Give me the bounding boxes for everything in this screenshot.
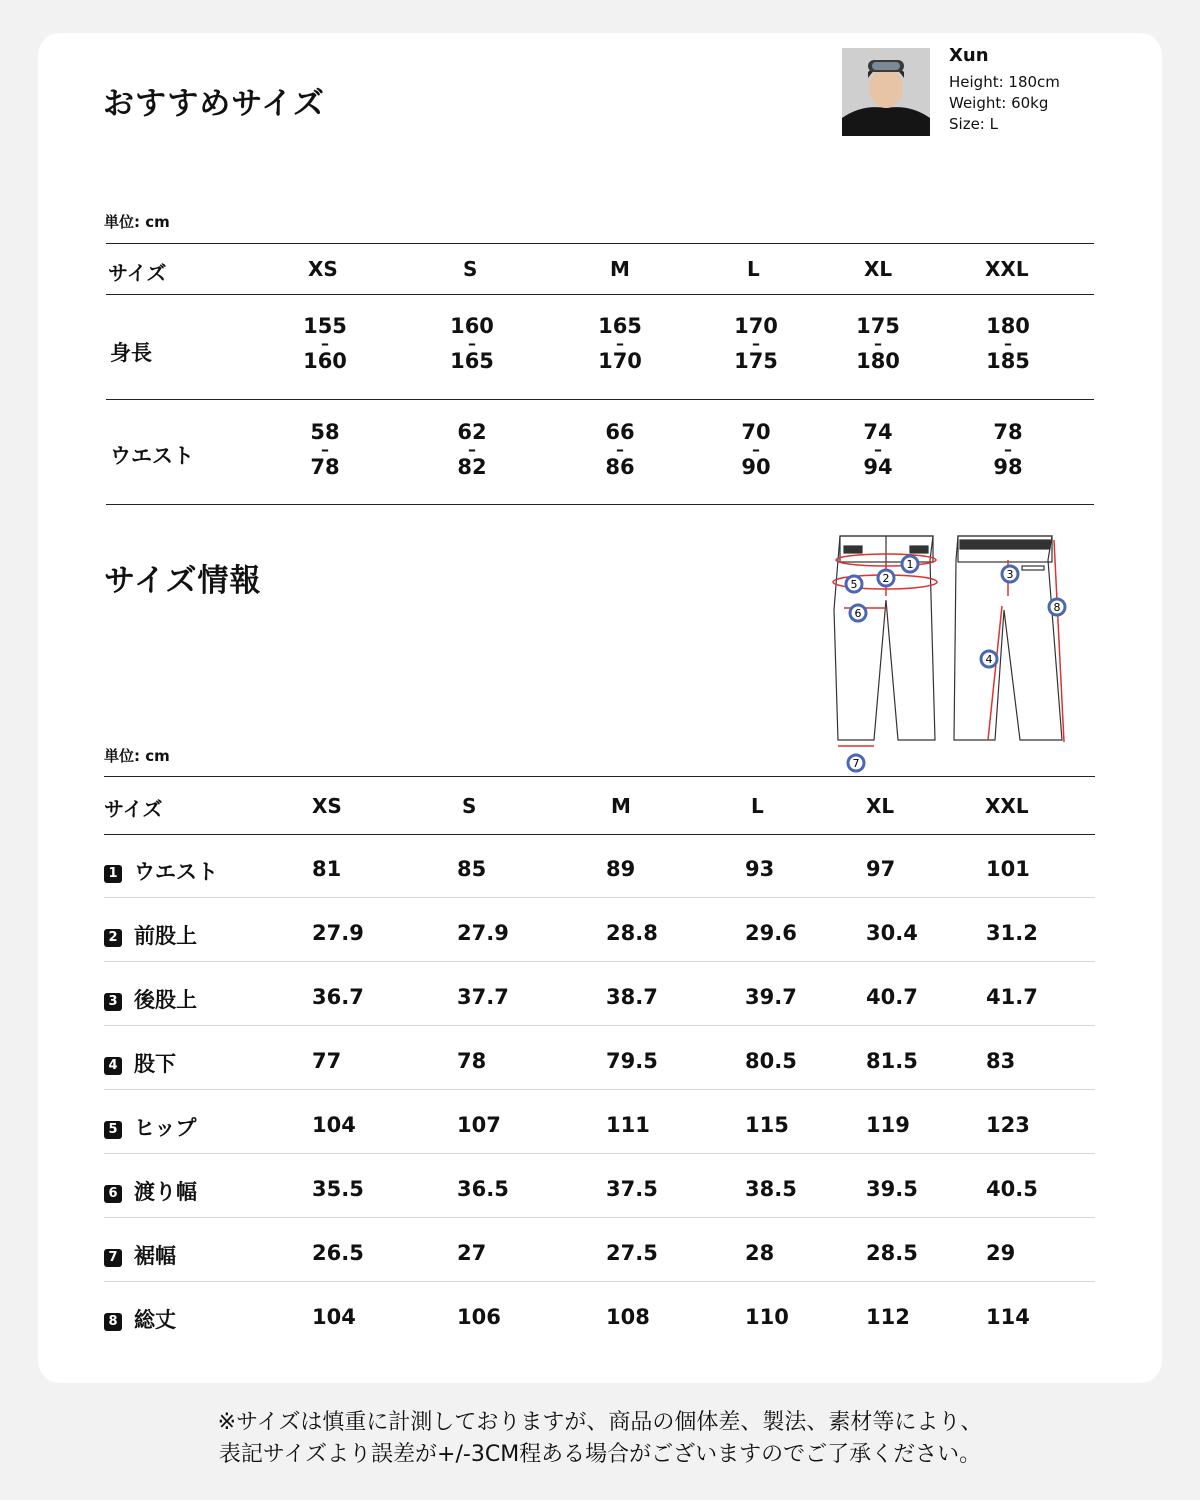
recommend-row-label-waist: ウエスト	[110, 444, 194, 468]
info-cell: 28.5	[866, 1241, 918, 1265]
row-divider	[104, 1281, 1095, 1282]
diagram-marker-3: 3	[1006, 568, 1014, 581]
info-cell: 30.4	[866, 921, 918, 945]
recommend-size-xl: XL	[864, 257, 893, 281]
row-number-badge: 5	[104, 1121, 122, 1139]
row-number-badge: 8	[104, 1313, 122, 1331]
info-size-xl: XL	[866, 794, 895, 818]
row-label-text: 前股上	[134, 924, 197, 948]
recommend-size-xs: XS	[308, 257, 338, 281]
info-cell: 81	[312, 857, 342, 881]
row-divider	[104, 961, 1095, 962]
waist-range-xxl: 78 – 98	[993, 420, 1023, 479]
info-cell: 108	[606, 1305, 650, 1329]
info-row-label	[104, 1304, 176, 1334]
footnote	[0, 1407, 1200, 1471]
info-cell: 38.5	[745, 1177, 797, 1201]
info-row-label	[104, 1240, 176, 1270]
diagram-marker-7: 7	[852, 757, 860, 770]
info-size-m: M	[611, 794, 631, 818]
recommend-size-m: M	[610, 257, 630, 281]
info-cell: 27	[457, 1241, 487, 1265]
row-divider	[104, 1089, 1095, 1090]
recommend-size-l: L	[747, 257, 760, 281]
row-number-badge: 7	[104, 1249, 122, 1267]
info-cell: 77	[312, 1049, 342, 1073]
row-number-badge: 1	[104, 865, 122, 883]
info-cell: 36.5	[457, 1177, 509, 1201]
row-number-badge: 2	[104, 929, 122, 947]
info-cell: 27.9	[312, 921, 364, 945]
info-size-xxl: XXL	[985, 794, 1029, 818]
recommend-size-xxl: XXL	[985, 257, 1029, 281]
info-row-label	[104, 920, 197, 950]
info-cell: 37.7	[457, 985, 509, 1009]
info-cell: 123	[986, 1113, 1030, 1137]
divider	[104, 834, 1095, 835]
row-number-badge: 3	[104, 993, 122, 1011]
row-label-text: 後股上	[134, 988, 197, 1012]
diagram-marker-2: 2	[882, 572, 890, 585]
info-cell: 38.7	[606, 985, 658, 1009]
info-cell: 27.9	[457, 921, 509, 945]
info-cell: 106	[457, 1305, 501, 1329]
row-label-text: 渡り幅	[134, 1180, 197, 1204]
info-cell: 41.7	[986, 985, 1038, 1009]
info-title: サイズ情報	[104, 563, 262, 599]
divider	[106, 243, 1094, 244]
info-row-label	[104, 1176, 197, 1206]
height-range-xs: 155 – 160	[303, 314, 347, 373]
info-cell: 81.5	[866, 1049, 918, 1073]
model-size: Size: L	[949, 115, 998, 133]
row-divider	[104, 1025, 1095, 1026]
info-cell: 111	[606, 1113, 650, 1137]
waist-range-xs: 58 – 78	[310, 420, 340, 479]
waist-range-s: 62 – 82	[457, 420, 487, 479]
info-cell: 112	[866, 1305, 910, 1329]
model-weight: Weight: 60kg	[949, 94, 1049, 112]
info-cell: 83	[986, 1049, 1016, 1073]
info-row-label	[104, 984, 197, 1014]
row-number-badge: 4	[104, 1057, 122, 1075]
info-cell: 104	[312, 1305, 356, 1329]
info-cell: 39.7	[745, 985, 797, 1009]
info-size-l: L	[751, 794, 764, 818]
info-size-xs: XS	[312, 794, 342, 818]
model-photo	[842, 48, 930, 136]
info-cell: 39.5	[866, 1177, 918, 1201]
info-row-label	[104, 856, 218, 886]
diagram-marker-1: 1	[906, 558, 914, 571]
height-range-m: 165 – 170	[598, 314, 642, 373]
info-row-label	[104, 1048, 176, 1078]
info-cell: 28	[745, 1241, 775, 1265]
info-cell: 26.5	[312, 1241, 364, 1265]
info-cell: 36.7	[312, 985, 364, 1009]
info-cell: 93	[745, 857, 775, 881]
diagram-marker-8: 8	[1053, 601, 1061, 614]
info-cell: 29.6	[745, 921, 797, 945]
info-cell: 79.5	[606, 1049, 658, 1073]
row-label-text: 総丈	[134, 1308, 176, 1332]
info-cell: 80.5	[745, 1049, 797, 1073]
recommend-title: おすすめサイズ	[103, 86, 325, 122]
waist-range-xl: 74 – 94	[863, 420, 893, 479]
waist-range-l: 70 – 90	[741, 420, 771, 479]
info-cell: 27.5	[606, 1241, 658, 1265]
recommend-row-label-height: 身長	[110, 341, 152, 365]
info-header-label: サイズ	[104, 797, 163, 821]
info-cell: 35.5	[312, 1177, 364, 1201]
row-divider	[104, 1153, 1095, 1154]
info-cell: 37.5	[606, 1177, 658, 1201]
info-cell: 115	[745, 1113, 789, 1137]
recommend-size-s: S	[463, 257, 478, 281]
info-size-s: S	[462, 794, 477, 818]
divider	[106, 294, 1094, 295]
row-label-text: ヒップ	[134, 1116, 197, 1140]
row-divider	[104, 1217, 1095, 1218]
row-label-text: 裾幅	[134, 1244, 176, 1268]
height-range-s: 160 – 165	[450, 314, 494, 373]
height-range-xl: 175 – 180	[856, 314, 900, 373]
model-height: Height: 180cm	[949, 73, 1060, 91]
info-cell: 97	[866, 857, 896, 881]
divider	[104, 776, 1095, 777]
info-cell: 119	[866, 1113, 910, 1137]
info-cell: 114	[986, 1305, 1030, 1329]
info-cell: 28.8	[606, 921, 658, 945]
footnote-line-2: 表記サイズより誤差が+/-3CM程ある場合がございますのでご了承ください。	[218, 1442, 982, 1467]
info-cell: 78	[457, 1049, 487, 1073]
model-info	[949, 45, 1060, 135]
pants-measurement-diagram	[790, 500, 1090, 770]
info-cell: 89	[606, 857, 636, 881]
footnote-line-1: ※サイズは慎重に計測しておりますが、商品の個体差、製法、素材等により、	[217, 1410, 983, 1435]
info-cell: 104	[312, 1113, 356, 1137]
info-cell: 40.7	[866, 985, 918, 1009]
row-divider	[104, 897, 1095, 898]
recommend-unit: 単位: cm	[104, 213, 170, 231]
info-unit: 単位: cm	[104, 747, 170, 765]
info-cell: 40.5	[986, 1177, 1038, 1201]
row-label-text: ウエスト	[134, 860, 218, 884]
diagram-marker-6: 6	[854, 607, 862, 620]
height-range-xxl: 180 – 185	[986, 314, 1030, 373]
info-cell: 110	[745, 1305, 789, 1329]
info-cell: 101	[986, 857, 1030, 881]
diagram-marker-5: 5	[850, 578, 858, 591]
info-cell: 107	[457, 1113, 501, 1137]
height-range-l: 170 – 175	[734, 314, 778, 373]
recommend-header-label: サイズ	[108, 261, 167, 285]
row-number-badge: 6	[104, 1185, 122, 1203]
diagram-marker-4: 4	[985, 653, 993, 666]
info-cell: 29	[986, 1241, 1016, 1265]
waist-range-m: 66 – 86	[605, 420, 635, 479]
row-label-text: 股下	[134, 1052, 176, 1076]
info-cell: 85	[457, 857, 487, 881]
info-row-label	[104, 1112, 196, 1142]
model-name: Xun	[949, 45, 989, 66]
divider	[106, 399, 1094, 400]
info-cell: 31.2	[986, 921, 1038, 945]
